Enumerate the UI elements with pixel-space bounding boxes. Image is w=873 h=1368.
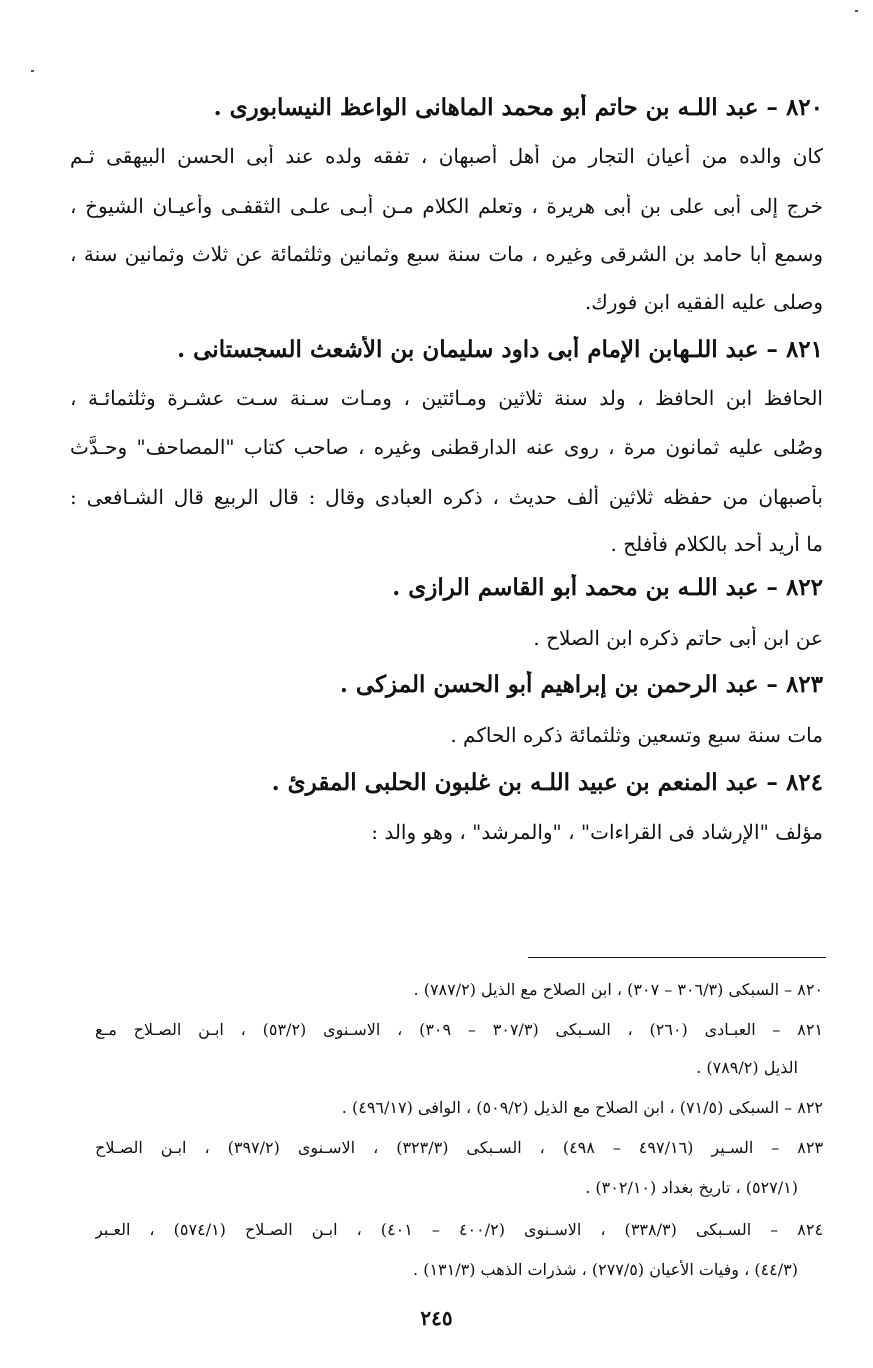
footnote-line: ٨٢٢ – السبكى (٧١/٥) ، ابن الصلاح مع الذيل (٥٠٩/٢) ، الوافى (٤٩٦/١٧) . (341, 1098, 823, 1117)
entry-text-line: وسمع أبا حامد بن الشرقى وغيره ، مات سنة سبع وثمانين وثلثمائة عن ثلاث وثمانين سنة ، (70, 242, 823, 266)
entry-text-line: خرج إلى أبى على بن أبى هريرة ، وتعلم الكلام مـن أبـى علـى الثقفـى وأعيـان الشيوخ ، (70, 194, 823, 218)
entry-heading: ٨٢١ – عبد اللـهابن الإمام أبى داود سليمان بن الأشعث السجستانى . (177, 336, 823, 363)
footnote-line: ٨٢١ – العبـادى (٢٦٠) ، السـبكى (٣٠٧/٣ – ٣٠٩) ، الاسـنوى (٥٣/٢) ، ابـن الصـلاح مـع (95, 1020, 823, 1039)
scan-speck (31, 70, 34, 72)
footnote-line: (٥٢٧/١) ، تاريخ بغداد (٣٠٢/١٠) . (585, 1178, 798, 1197)
entry-heading: ٨٢٠ – عبد اللـه بن حاتم أبو محمد الماهانى الواعظ النيسابورى . (213, 94, 823, 121)
footnote-line: ٨٢٤ – السـبكى (٣٣٨/٣) ، الاسـنوى (٤٠٠/٢ – ٤٠١) ، ابـن الصـلاح (٥٧٤/١) ، العـبر (95, 1220, 823, 1239)
entry-text-line: بأصبهان من حفظه ثلاثين ألف حديث ، ذكره العبادى وقال : قال الربيع قال الشـافعى : (70, 485, 823, 509)
entry-heading: ٨٢٣ – عبد الرحمن بن إبراهيم أبو الحسن المزكى . (339, 671, 823, 698)
footnote-line: ٨٢٣ – السـير (٤٩٧/١٦ – ٤٩٨) ، السـبكى (٣٢٣/٣) ، الاسـنوى (٣٩٧/٢) ، ابـن الصـلاح (95, 1138, 823, 1157)
footnote-line: ٨٢٠ – السبكى (٣٠٦/٣ – ٣٠٧) ، ابن الصلاح مع الذيل (٧٨٧/٢) . (413, 980, 823, 999)
entry-heading: ٨٢٤ – عبد المنعم بن عبيد اللـه بن غلبون الحلبى المقرئ . (271, 769, 823, 796)
entry-text-line: وصُلى عليه ثمانون مرة ، روى عنه الدارقطنى وغيره ، صاحب كتاب "المصاحف" وحـدَّث (70, 435, 823, 459)
entry-text-line: كان والده من أعيان التجار من أهل أصبهان ، تفقه ولده عند أبى الحسن البيهقى ثـم (70, 144, 823, 168)
page-number: ٢٤٥ (420, 1306, 453, 1330)
entry-text-line: مؤلف "الإرشاد فى القراءات" ، "والمرشد" ، وهو والد : (371, 820, 823, 844)
entry-text-line: الحافظ ابن الحافظ ، ولد سنة ثلاثين ومـائتين ، ومـات سـنة سـت عشـرة وثلثمائـة ، (70, 386, 823, 410)
footnote-line: (٤٤/٣) ، وفيات الأعيان (٢٧٧/٥) ، شذرات الذهب (١٣١/٣) . (413, 1260, 798, 1279)
scan-speck (855, 10, 858, 12)
entry-text-line: عن ابن أبى حاتم ذكره ابن الصلاح . (533, 626, 823, 650)
footnote-line: الذيل (٧٨٩/٢) . (696, 1058, 798, 1077)
entry-heading: ٨٢٢ – عبد اللـه بن محمد أبو القاسم الرازى . (392, 574, 823, 601)
entry-text-line: ما أريد أحد بالكلام فأفلح . (610, 532, 823, 556)
entry-text-line: وصلى عليه الفقيه ابن فورك. (584, 290, 823, 314)
entry-text-line: مات سنة سبع وتسعين وثلثمائة ذكره الحاكم . (450, 723, 823, 747)
footnote-separator (528, 957, 826, 958)
